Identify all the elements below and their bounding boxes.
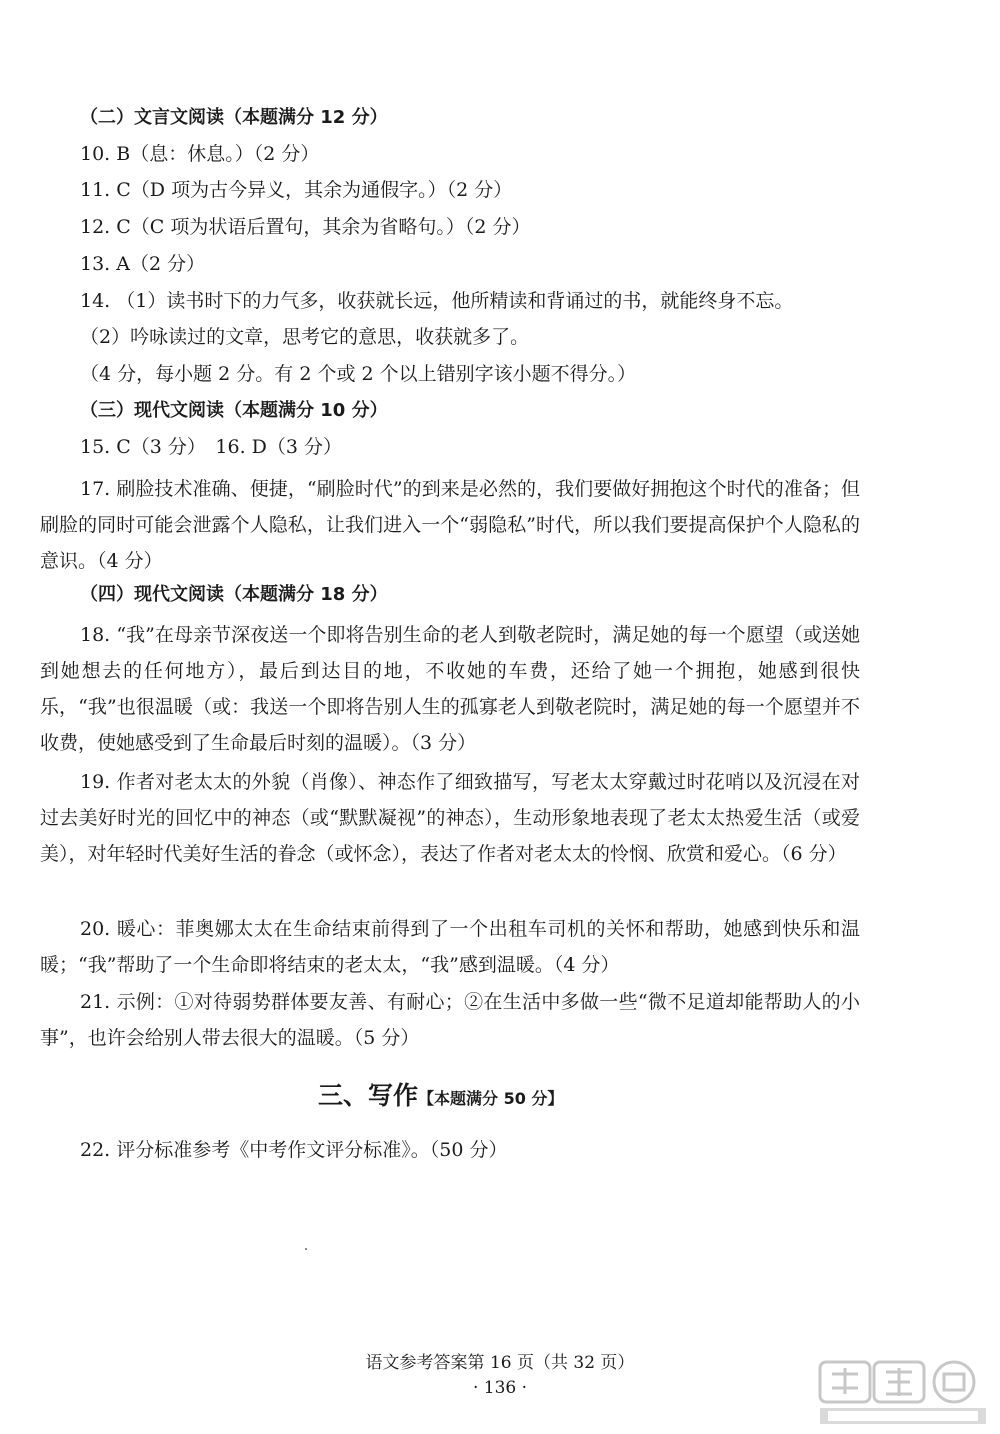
answer-q15-q16: 15. C（3 分） 16. D（3 分） [80,436,343,458]
answer-q10: 10. B（息：休息。）（2 分） [80,143,320,165]
writing-score: 【本题满分 50 分】 [418,1089,564,1108]
writing-section-title [318,1076,563,1112]
answer-q21: 21. 示例：①对待弱势群体要友善、有耐心；②在生活中多做一些“微不足道却能帮助人的小事”，也许会给别人带去很大的温暖。（5 分） [40,991,860,1049]
answer-q12: 12. C（C 项为状语后置句，其余为省略句。）（2 分） [80,216,531,238]
footer-page-number: · 136 · [472,1378,528,1398]
section-heading-modern-reading-2: （四）现代文阅读（本题满分 18 分） [80,584,388,605]
section-heading-classical-chinese: （二）文言文阅读（本题满分 12 分） [80,107,388,128]
answer-q17: 17. 刷脸技术准确、便捷，“刷脸时代”的到来是必然的，我们要做好拥抱这个时代的准备；但刷脸的同时可能会泄露个人隐私，让我们进入一个“弱隐私”时代，所以我们要提高保护个人隐私的意识。（4 分） [40,478,860,572]
answer-q14-2: （2）吟咏读过的文章，思考它的意思，收获就多了。 [80,326,530,348]
print-speck [305,1248,307,1250]
footer-caption: 语文参考答案第 16 页（共 32 页） [365,1353,635,1373]
answer-q19: 19. 作者对老太太的外貌（肖像）、神态作了细致描写，写老太太穿戴过时花哨以及沉浸在对过去美好时光的回忆中的神态（或“默默凝视”的神态），生动形象地表现了老太太热爱生活（或爱美），对年轻时代美好生活的眷念（或怀念），表达了作者对老太太的怜悯、欣赏和爱心。（6 分） [40,771,860,865]
answer-q18: 18. “我”在母亲节深夜送一个即将告别生命的老人到敬老院时，满足她的每一个愿望（或送她到她想去的任何地方），最后到达目的地，不收她的车费，还给了她一个拥抱，她感到很快乐，“我”也很温暖（或：我送一个即将告别人生的孤寡老人到敬老院时，满足她的每一个愿望并不收费，使她感受到了生命最后时刻的温暖）。（3 分） [40,624,860,754]
answer-q20: 20. 暖心：菲奥娜太太在生命结束前得到了一个出租车司机的关怀和帮助，她感到快乐和温暖；“我”帮助了一个生命即将结束的老太太，“我”感到温暖。（4 分） [40,918,860,976]
answer-q14-1: 14. （1）读书时下的力气多，收获就长远，他所精读和背诵过的书，就能终身不忘。 [80,290,794,312]
writing-title: 三、写作 [318,1081,419,1110]
answer-q11: 11. C（D 项为古今异义，其余为通假字。）（2 分） [80,179,513,201]
watermark-logo [818,1360,988,1426]
answer-q14-note: （4 分，每小题 2 分。有 2 个或 2 个以上错别字该小题不得分。） [80,363,637,385]
answer-q22: 22. 评分标准参考《中考作文评分标准》。（50 分） [80,1139,508,1161]
section-heading-modern-reading-1: （三）现代文阅读（本题满分 10 分） [80,400,388,421]
answer-q13: 13. A（2 分） [80,253,206,275]
